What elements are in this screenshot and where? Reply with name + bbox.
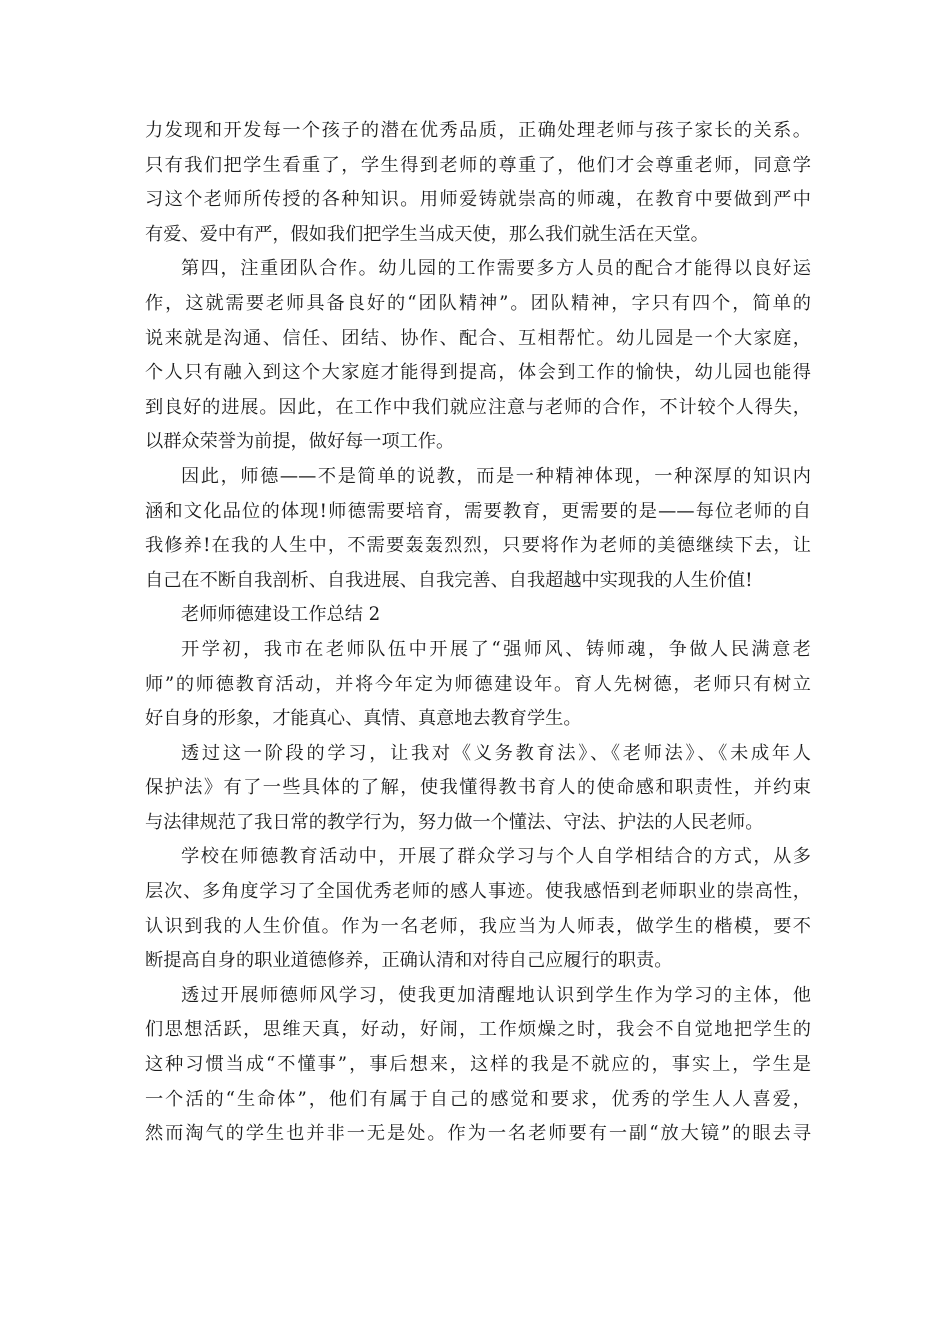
- text-line: 说来就是沟通、信任、团结、协作、配合、互相帮忙。幼儿园是一个大家庭，: [145, 327, 811, 349]
- text-line: 有爱、爱中有严，假如我们把学生当成天使，那么我们就生活在天堂。: [145, 223, 709, 245]
- text-line: 一个活的“生命体”，他们有属于自己的感觉和要求，优秀的学生人人喜爱，: [145, 1088, 811, 1110]
- text-line: 作，这就需要老师具备良好的“团队精神”。团队精神，字只有四个，简单的: [145, 292, 811, 314]
- text-line: 好自身的形象，才能真心、真情、真意地去教育学生。: [145, 708, 582, 730]
- text-line: 认识到我的人生价值。作为一名老师，我应当为人师表，做学生的楷模，要不: [145, 915, 811, 937]
- text-line: 只有我们把学生看重了，学生得到老师的尊重了，他们才会尊重老师，同意学: [145, 154, 811, 176]
- text-line: 第四，注重团队合作。幼儿园的工作需要多方人员的配合才能得以良好运: [181, 258, 811, 280]
- text-line: 个人只有融入到这个大家庭才能得到提高，体会到工作的愉快，幼儿园也能得: [145, 362, 811, 384]
- text-line: 开学初，我市在老师队伍中开展了“强师风、铸师魂，争做人民满意老: [181, 638, 811, 660]
- text-line: 断提高自身的职业道德修养，正确认清和对待自己应履行的职责。: [145, 950, 673, 972]
- text-line: 力发现和开发每一个孩子的潜在优秀品质，正确处理老师与孩子家长的关系。: [145, 120, 811, 141]
- text-line: 师”的师德教育活动，并将今年定为师德建设年。育人先树德，老师只有树立: [145, 673, 811, 695]
- text-line: 因此，师德——不是简单的说教，而是一种精神体现，一种深厚的知识内: [181, 465, 811, 487]
- text-line: 自己在不断自我剖析、自我进展、自我完善、自我超越中实现我的人生价值!: [145, 569, 753, 591]
- text-line: 到良好的进展。因此，在工作中我们就应注意与老师的合作，不计较个人得失，: [145, 396, 811, 418]
- text-line: 我修养!在我的人生中，不需要轰轰烈烈，只要将作为老师的美德继续下去，让: [145, 535, 811, 557]
- text-line: 们思想活跃，思维天真，好动，好闹，工作烦燥之时，我会不自觉地把学生的: [145, 1019, 811, 1041]
- text-line: 老师师德建设工作总结 2: [181, 604, 381, 626]
- text-line: 透过这一阶段的学习，让我对《义务教育法》、《老师法》、《未成年人: [181, 742, 811, 764]
- text-line: 涵和文化品位的体现!师德需要培育，需要教育，更需要的是——每位老师的自: [145, 500, 811, 522]
- text-line: 这种习惯当成“不懂事”，事后想来，这样的我是不就应的，事实上，学生是: [145, 1054, 811, 1076]
- text-line: 然而淘气的学生也并非一无是处。作为一名老师要有一副“放大镜”的眼去寻: [145, 1123, 811, 1145]
- text-line: 层次、多角度学习了全国优秀老师的感人事迹。使我感悟到老师职业的崇高性，: [145, 881, 811, 903]
- text-line: 透过开展师德师风学习，使我更加清醒地认识到学生作为学习的主体，他: [181, 984, 811, 1006]
- document-body: [145, 114, 811, 1152]
- text-line: 学校在师德教育活动中，开展了群众学习与个人自学相结合的方式，从多: [181, 846, 811, 868]
- text-line: 保护法》有了一些具体的了解，使我懂得教书育人的使命感和职责性，并约束: [145, 777, 811, 799]
- text-line: 习这个老师所传授的各种知识。用师爱铸就崇高的师魂，在教育中要做到严中: [145, 189, 811, 211]
- text-line: 以群众荣誉为前提，做好每一项工作。: [145, 431, 455, 453]
- text-line: 与法律规范了我日常的教学行为，努力做一个懂法、守法、护法的人民老师。: [145, 811, 764, 833]
